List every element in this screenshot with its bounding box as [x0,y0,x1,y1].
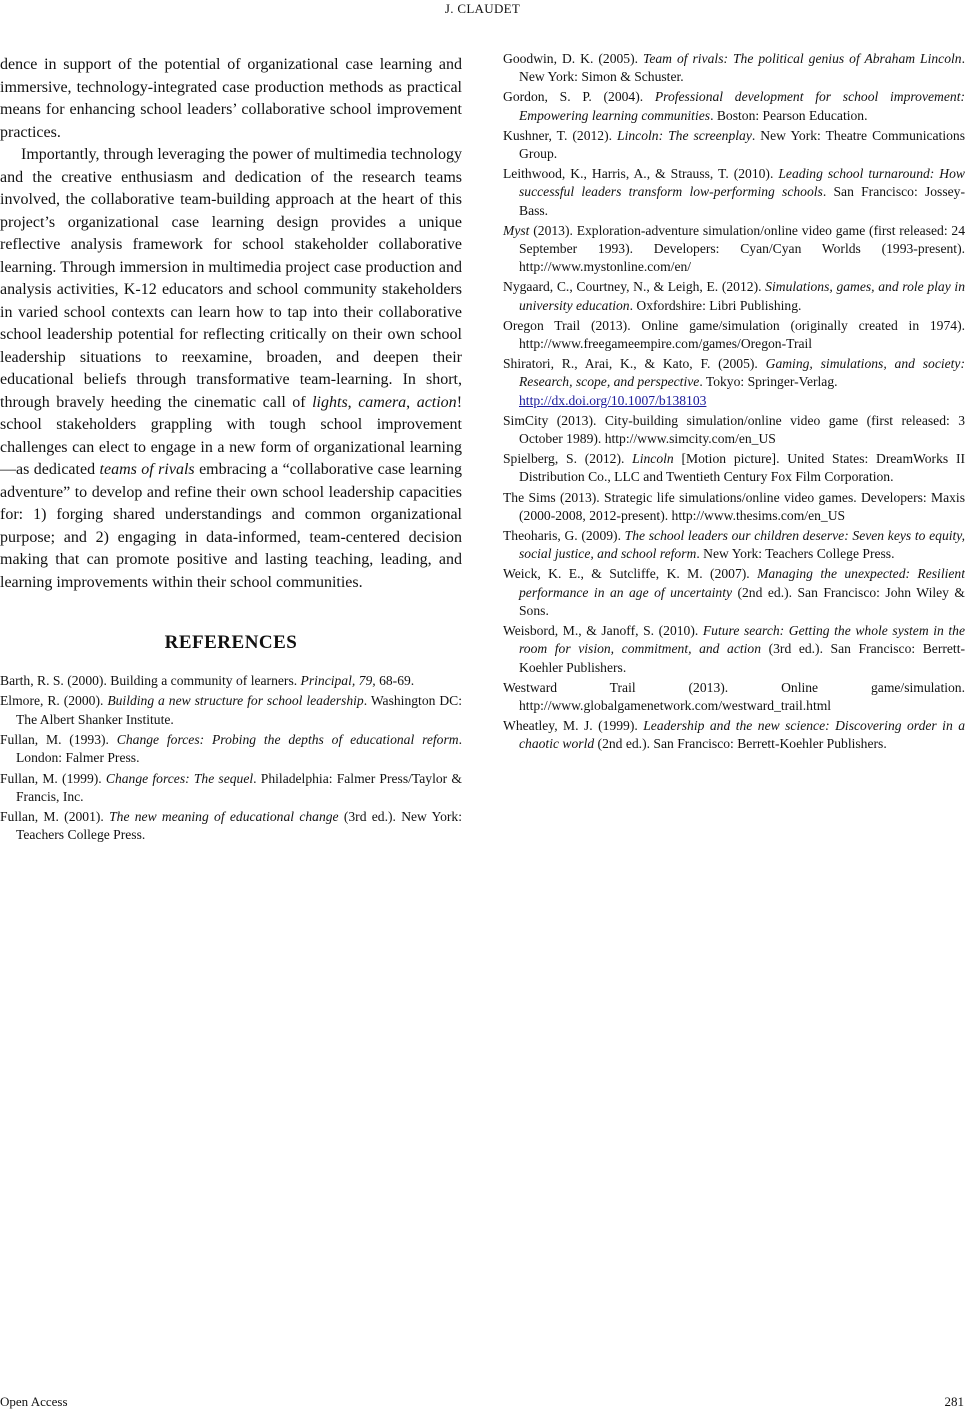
ref-text: Spielberg, S. (2012). [503,451,633,467]
ref-text: . New York: Teachers College Press. [696,546,895,562]
ref-title: Lincoln: The screenplay [617,127,752,143]
ref-text: . London: Falmer Press. [16,731,462,766]
ref-text: Fullan, M. (1993). [0,731,117,747]
right-column [503,50,965,756]
ref-text: Fullan, M. (2001). [0,809,110,825]
body-text: Importantly, through leveraging the power of multimedia technology and the creative enthusiasm and dedication of the research teams involved, the collaborative team-building approach at the heart of this project’s organizational case learning design provides a unique reflective analysis framework for school stakeholder collaborative learning. Through immersion in multimedia project case production and analysis activities, K-12 educators and school community stakeholders in varied school contexts can learn how to tap into their collaborative school leadership potential for reflecting critically on their own school leadership situations to reexamine, broaden, and deepen their educational beliefs through transformative team-learning. In short, through bravely heeding the cinematic call of [0,146,462,411]
running-head: J. CLAUDET [444,1,521,16]
ref-text: . Philadelphia: Falmer Press/Taylor & Francis, Inc. [16,770,462,804]
reference-nygaard [503,278,965,314]
ref-title: Leadership and the new science: Discovering order in a chaotic world [519,718,965,752]
ref-text: Oregon Trail (2013). Online game/simulation (originally created in 1974). http://www.freegameempire.com/games/Oregon-Trail [503,317,965,352]
doi-link[interactable]: http://dx.doi.org/10.1007/b138103 [519,392,707,408]
emphasis-lights: lights [312,393,348,411]
reference-kushner [503,127,965,163]
reference-the-sims [503,489,965,525]
ref-text: Nygaard, C., Courtney, N., & Leigh, E. (2012). [503,279,766,295]
ref-text: Theoharis, G. (2009). [503,528,625,544]
ref-text: Weisbord, M., & Janoff, S. (2010). [503,623,703,639]
ref-text: (3rd ed.). New York: Teachers College Press. [16,809,462,843]
emphasis-camera: camera [358,393,407,411]
reference-barth [0,672,462,690]
ref-title: Change forces: Probing the depths of educational reform [116,731,459,747]
ref-text: Westward Trail (2013). Online game/simulation. http://www.globalgamenetwork.com/westward_trail.html [503,679,965,713]
ref-title: Myst [503,222,530,238]
ref-text: Leithwood, K., Harris, A., & Strauss, T. (2010). [503,166,779,182]
reference-oregon-trail [503,317,965,353]
ref-title: Team of rivals: The political genius of Abraham Lincoln [643,51,962,66]
ref-title: Principal, 79, [300,673,376,688]
body-text: embracing a “collaborative case learning adventure” to develop and refine their own school leadership capacities for: 1) forging shared understandings and common organizational purpose; and 2) engaging in data-informed, team-centered decision making that can promote positive and lasting teaching, leading, and learning improvements within their school communities. [0,461,463,591]
ref-title: The school leaders our children deserve: Seven keys to equity, social justice, and school reform [519,528,965,562]
ref-text: . Washington DC: The Albert Shanker Institute. [16,693,463,727]
ref-text: . Boston: Pearson Education. [710,107,868,123]
ref-title: Change forces: The sequel [105,770,254,786]
ref-title: Leading school turnaround: How successful leaders transform low-performing schools [519,166,965,200]
references-heading: REFERENCES [164,632,298,653]
reference-fullan-1999 [0,770,462,806]
reference-leithwood [503,165,965,220]
ref-text: Fullan, M. (1999). [0,770,106,786]
reference-fullan-2001 [0,808,462,844]
ref-text: Weick, K. E., & Sutcliffe, K. M. (2007). [503,566,758,582]
body-text: , [406,393,417,411]
ref-text: Shiratori, R., Arai, K., & Kato, F. (2005). [503,356,766,372]
body-paragraph-1: dence in support of the potential of organizational case learning and immersive, technology-integrated case production methods as practical means for enhancing school leaders’ collaborative school improvement practices. [0,56,462,141]
ref-text: Goodwin, D. K. (2005). [503,51,644,66]
ref-title: Simulations, games, and role play in university education [519,279,965,313]
ref-text: . Tokyo: Springer-Verlag. [699,374,838,390]
footer-open-access: Open Access [0,1394,68,1409]
ref-text: (2013). Exploration-adventure simulation/online video game (first released: 24 September 1993). Developers: Cyan/Cyan Worlds (1993-present). http://www.mystonline.com/en/ [519,222,965,275]
reference-simcity [503,412,965,448]
ref-text: . San Francisco: Jossey-Bass. [519,184,965,218]
ref-text: (2nd ed.). San Francisco: John Wiley & Sons. [519,584,965,618]
ref-text: . New York: Simon & Schuster. [519,51,965,85]
ref-text: Elmore, R. (2000). [0,693,108,709]
ref-title: Building a new structure for school leadership [107,693,364,709]
reference-weick [503,565,965,620]
ref-title: Future search: Getting the whole system in the room for vision, commitment, and action [519,623,965,657]
ref-title: Gaming, simulations, and society: Research, scope, and perspective [519,356,965,390]
ref-text: Wheatley, M. J. (1999). [503,718,644,734]
body-text: , [347,393,359,411]
ref-title: Professional development for school improvement: Empowering learning communities [519,89,965,123]
ref-text: (2nd ed.). San Francisco: Berrett-Koehler Publishers. [594,736,887,752]
body-text: ! school stakeholders grappling with tough school improvement challenges can elect to engage in a new form of organizational learning—as dedicated [0,393,463,478]
reference-weisbord [503,622,965,677]
ref-text: Kushner, T. (2012). [503,127,618,143]
reference-shiratori [503,355,965,410]
reference-fullan-1993 [0,731,462,767]
ref-text: SimCity (2013). City-building simulation/online video game (first released: 3 October 1989). http://www.simcity.com/en_US [503,412,965,447]
ref-text: Barth, R. S. (2000). Building a community of learners. [0,673,301,688]
reference-goodwin [503,50,965,86]
ref-text: . New York: Theatre Communications Group. [519,127,965,162]
page-number: 281 [944,1394,964,1409]
emphasis-teams-of-rivals: teams of rivals [99,461,195,478]
ref-text: [Motion picture]. United States: DreamWorks II Distribution Co., LLC and Twentieth Century Fox Film Corporation. [519,451,965,485]
ref-text: . Oxfordshire: Libri Publishing. [629,297,802,313]
ref-text: The Sims (2013). Strategic life simulations/online video games. Developers: Maxis (2000-2008, 2012-present). http://www.thesims.com/en_US [503,489,965,523]
ref-title: Managing the unexpected: Resilient performance in an age of uncertainty [519,566,965,600]
ref-title: The new meaning of educational change [109,809,339,825]
ref-text: Gordon, S. P. (2004). [503,89,655,105]
reference-elmore [0,692,462,728]
reference-theoharis [503,527,965,563]
ref-text: (3rd ed.). San Francisco: Berrett-Koehler Publishers. [519,641,965,675]
left-column [0,54,462,847]
emphasis-action: action [416,393,457,411]
reference-myst [503,222,965,277]
ref-title: Lincoln [632,451,674,467]
body-paragraph-2 [0,144,462,594]
ref-text: 68-69. [375,673,415,688]
reference-gordon [503,88,965,124]
reference-wheatley [503,717,965,753]
reference-westward-trail [503,679,965,715]
reference-spielberg [503,450,965,486]
